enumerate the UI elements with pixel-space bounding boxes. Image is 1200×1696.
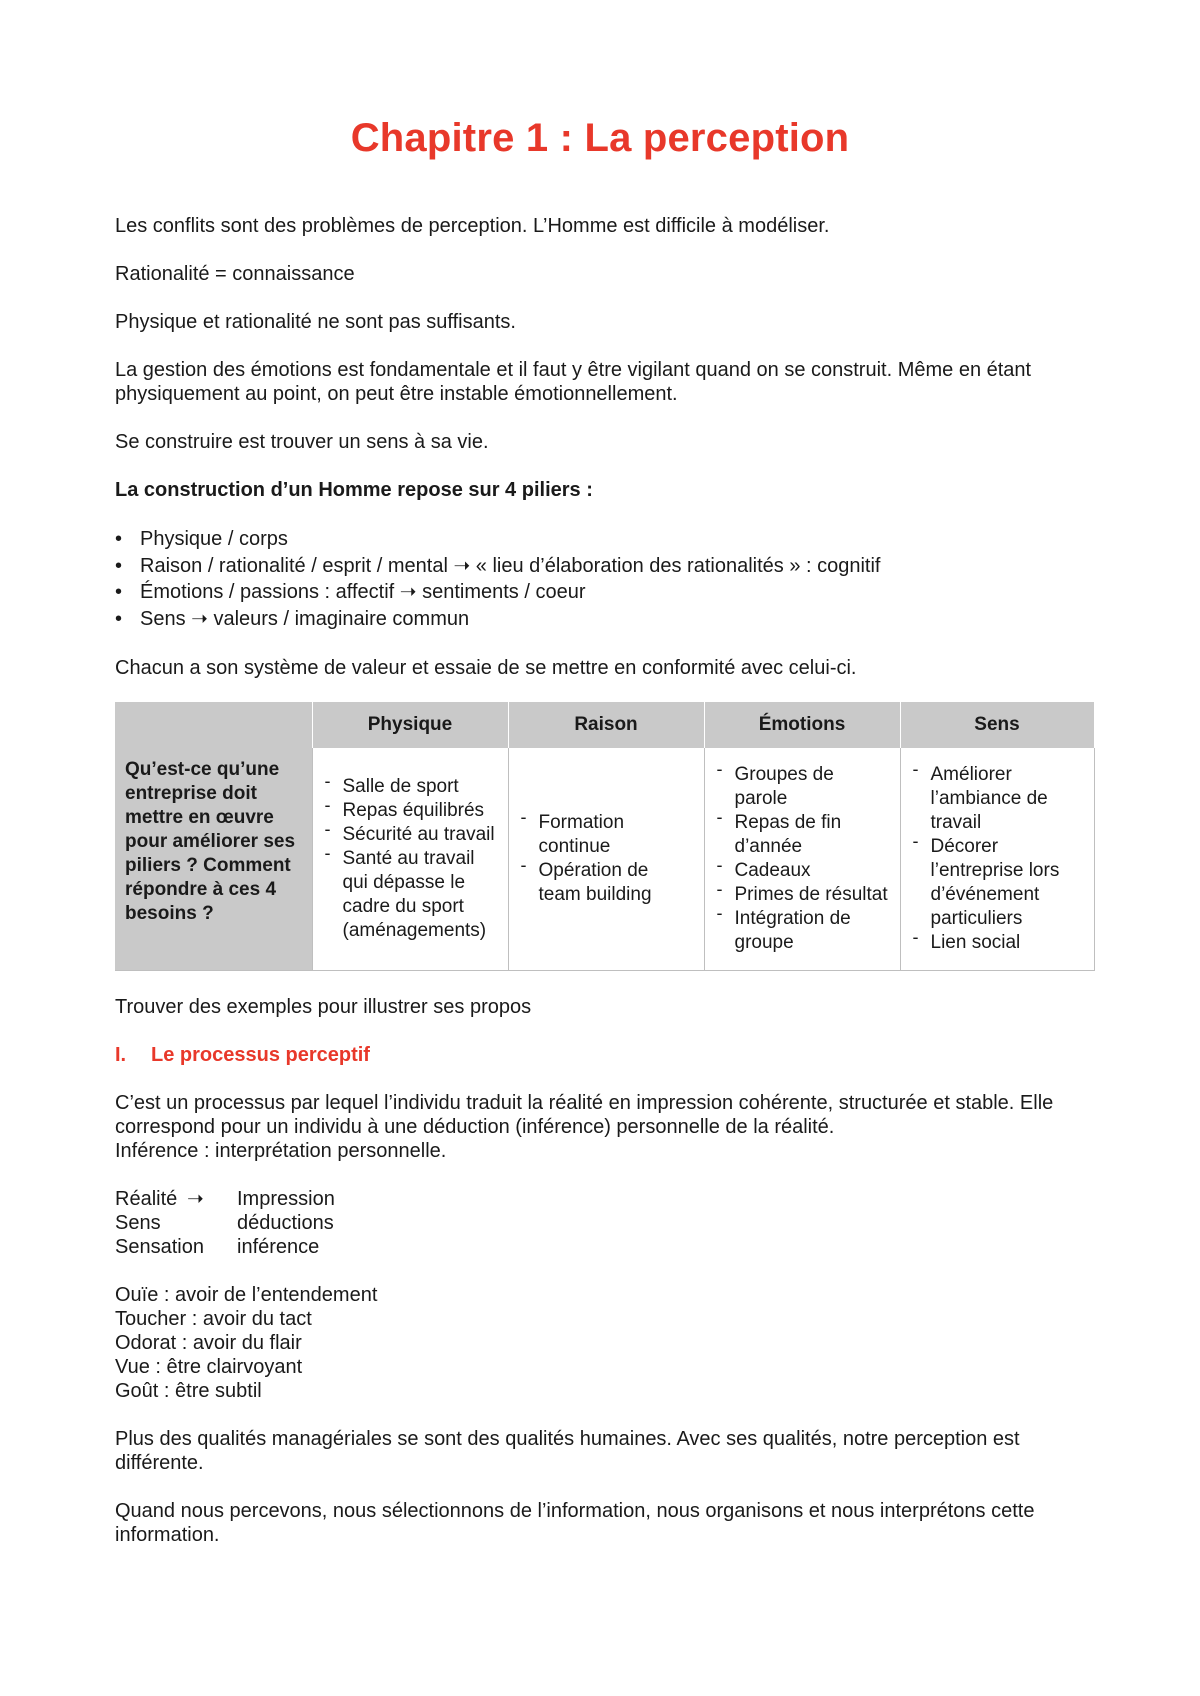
sense-item: Goût : être subtil	[115, 1379, 262, 1402]
table-row	[115, 748, 1094, 970]
table-header-sens: Sens	[900, 702, 1094, 748]
closing-paragraph: Quand nous percevons, nous sélectionnons de l’information, nous organisons et nous interprétons cette information.	[115, 1499, 1035, 1546]
intro-paragraph: Rationalité = connaissance	[115, 263, 355, 285]
arrow-icon: ➝	[187, 1187, 204, 1210]
list-item: - Lien social	[909, 931, 1086, 955]
cell-raison	[508, 748, 704, 970]
process-paragraph: C’est un processus par lequel l’individu traduit la réalité en impression cohérente, structurée et stable. Elle correspond pour un individu à une déduction (inférence) personnelle de la réalité.	[115, 1091, 1054, 1138]
list-item: - Salle de sport	[321, 775, 500, 799]
pillar-item: • Raison / rationalité / esprit / mental ➝ « lieu d’élaboration des rationalités » : cognitif	[115, 553, 1095, 580]
section-number: I.	[115, 1043, 127, 1066]
list-item: - Décorer l’entreprise lors d’événement particuliers	[909, 835, 1086, 931]
intro-paragraph: Les conflits sont des problèmes de perception. L’Homme est difficile à modéliser.	[115, 215, 830, 237]
pillar-item: • Physique / corps	[115, 526, 1095, 553]
relation-row	[115, 1187, 1095, 1211]
sense-item: Ouïe : avoir de l’entendement	[115, 1283, 378, 1306]
perception-relation	[115, 1187, 1095, 1259]
page-title: Chapitre 1 : La perception	[350, 116, 850, 160]
relation-arrow-empty	[187, 1211, 237, 1235]
list-item: - Repas équilibrés	[321, 799, 500, 823]
list-item: - Groupes de parole	[713, 763, 892, 811]
pillar-item: • Émotions / passions : affectif ➝ sentiments / coeur	[115, 579, 1095, 606]
intro-paragraph: La gestion des émotions est fondamentale et il faut y être vigilant quand on se construit. Même en étant physiquement au point, on peut être instable émotionnellement.	[115, 359, 1032, 405]
table-header-row	[115, 702, 1094, 748]
pillar-item: • Sens ➝ valeurs / imaginaire commun	[115, 606, 1095, 633]
list-item: - Cadeaux	[713, 859, 892, 883]
sense-item: Vue : être clairvoyant	[115, 1355, 303, 1378]
list-item: - Primes de résultat	[713, 883, 892, 907]
list-item: - Opération de team building	[517, 859, 696, 907]
intro-paragraph: Physique et rationalité ne sont pas suffisants.	[115, 311, 516, 333]
table-header-raison: Raison	[508, 702, 704, 748]
cell-emotions	[704, 748, 900, 970]
relation-right: inférence	[237, 1235, 320, 1258]
list-item: - Formation continue	[517, 811, 696, 859]
list-item: - Améliorer l’ambiance de travail	[909, 763, 1086, 835]
relation-row	[115, 1211, 1095, 1235]
pillars-table	[115, 702, 1095, 971]
sense-item: Toucher : avoir du tact	[115, 1307, 312, 1330]
senses-list	[115, 1283, 1095, 1403]
list-item: - Intégration de groupe	[713, 907, 892, 955]
inference-definition: Inférence : interprétation personnelle.	[115, 1139, 447, 1162]
table-header-emotions: Émotions	[704, 702, 900, 748]
values-sentence: Chacun a son système de valeur et essaie de se mettre en conformité avec celui-ci.	[115, 657, 857, 679]
relation-left: Sens	[115, 1211, 161, 1234]
relation-arrow-empty	[187, 1235, 237, 1259]
table-header-empty	[115, 702, 312, 748]
table-row-header: Qu’est-ce qu’une entreprise doit mettre en œuvre pour améliorer ses piliers ? Comment répondre à ces 4 besoins ?	[115, 748, 312, 970]
table-header-physique: Physique	[312, 702, 508, 748]
pillars-list	[115, 526, 1095, 632]
examples-note: Trouver des exemples pour illustrer ses propos	[115, 995, 532, 1018]
section-title: Le processus perceptif	[151, 1043, 370, 1066]
relation-left: Sensation	[115, 1235, 204, 1258]
list-item: - Repas de fin d’année	[713, 811, 892, 859]
sense-item: Odorat : avoir du flair	[115, 1331, 302, 1354]
section-heading	[115, 1043, 1095, 1067]
cell-sens	[900, 748, 1094, 970]
relation-row	[115, 1235, 1095, 1259]
list-item: - Sécurité au travail	[321, 823, 500, 847]
intro-paragraph: Se construire est trouver un sens à sa vie.	[115, 431, 489, 453]
pillars-heading: La construction d’un Homme repose sur 4 piliers :	[115, 479, 593, 501]
document-body	[115, 214, 1095, 1547]
relation-right: Impression	[237, 1187, 335, 1210]
list-item: - Santé au travail qui dépasse le cadre du sport (aménagements)	[321, 847, 500, 943]
relation-left: Réalité	[115, 1187, 178, 1210]
closing-paragraph: Plus des qualités managériales se sont des qualités humaines. Avec ses qualités, notre perception est différente.	[115, 1427, 1020, 1474]
cell-physique	[312, 748, 508, 970]
relation-right: déductions	[237, 1211, 334, 1234]
